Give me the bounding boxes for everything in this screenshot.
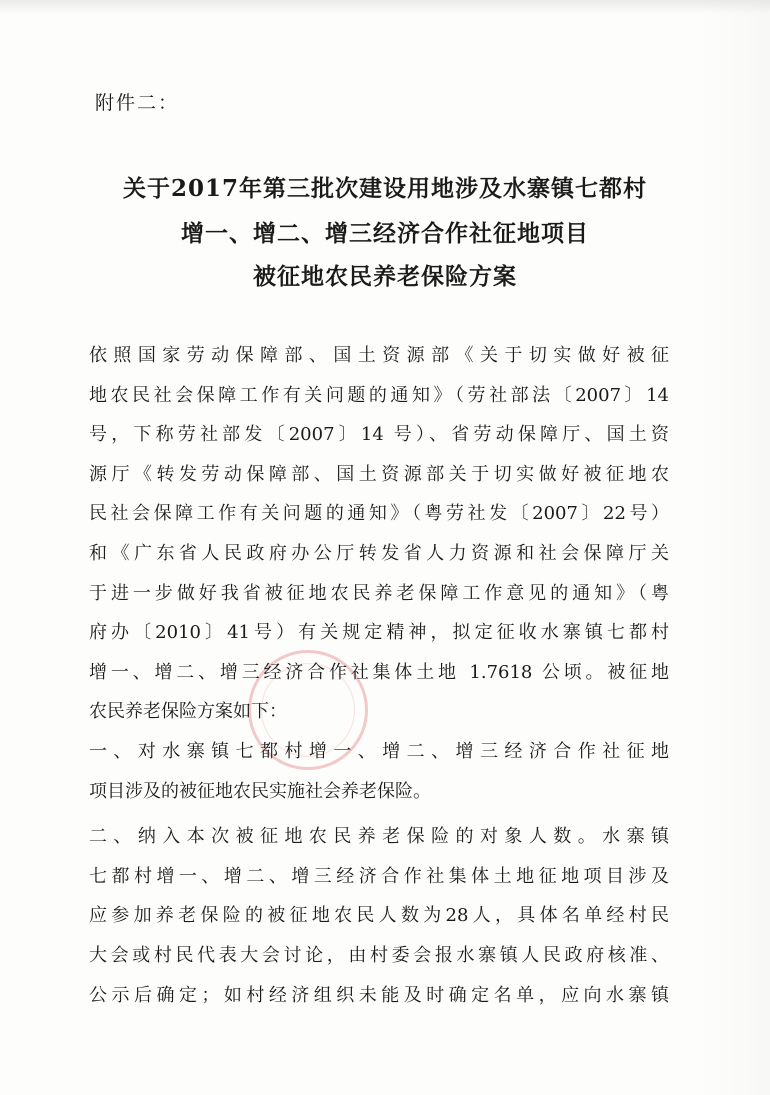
paragraph-1-line: 号，下称劳社部发〔2007〕14 号）、省劳动保障厅、国土资 — [89, 424, 669, 446]
paragraph-3-line: 二、纳入本次被征地农民养老保险的对象人数。水寨镇 — [89, 826, 669, 848]
document-title-line-3: 被征地农民养老保险方案 — [253, 263, 517, 290]
scan-edge-right — [700, 0, 770, 1095]
document-title-line-2: 增一、增二、增三经济合作社征地项目 — [181, 220, 589, 247]
paragraph-3-line: 大会或村民代表大会讨论，由村委会报水寨镇人民政府核准、 — [89, 944, 669, 966]
paragraph-1-line: 府办〔2010〕41号）有关规定精神，拟定征收水寨镇七都村 — [89, 622, 669, 644]
paragraph-1-line: 源厅《转发劳动保障部、国土资源部关于切实做好被征地农 — [89, 463, 669, 485]
scan-edge-top — [0, 0, 770, 14]
paragraph-1-line: 于进一步做好我省被征地农民养老保障工作意见的通知》（粤 — [89, 582, 669, 604]
document-title-line-1: 关于2017年第三批次建设用地涉及水寨镇七都村 — [122, 175, 647, 202]
paragraph-3-line: 公示后确定；如村经济组织未能及时确定名单，应向水寨镇 — [89, 984, 669, 1006]
paragraph-3-line: 七都村增一、增二、增三经济合作社集体土地征地项目涉及 — [89, 865, 669, 887]
paragraph-2-line: 项目涉及的被征地农民实施社会养老保险。 — [89, 780, 431, 802]
paragraph-1-line: 依照国家劳动保障部、国土资源部《关于切实做好被征 — [89, 345, 669, 366]
paragraph-1-line: 增一、增二、增三经济合作社集体土地 1.7618 公顷。被征地 — [89, 661, 669, 683]
paragraph-1-line: 农民养老保险方案如下： — [89, 701, 287, 723]
paragraph-3-line: 应参加养老保险的被征地农民人数为28人，具体名单经村民 — [89, 905, 669, 927]
paragraph-1-line: 和《广东省人民政府办公厅转发省人力资源和社会保障厅关 — [89, 542, 669, 564]
paragraph-1-line: 民社会保障工作有关问题的通知》（粤劳社发〔2007〕22号） — [89, 503, 669, 525]
document-body — [89, 336, 669, 1015]
paragraph-1-line: 地农民社会保障工作有关问题的通知》（劳社部法〔2007〕14 — [89, 384, 669, 406]
paragraph-2-line: 一、对水寨镇七都村增一、增二、增三经济合作社征地 — [89, 740, 669, 762]
attachment-label: 附件二： — [95, 92, 180, 114]
